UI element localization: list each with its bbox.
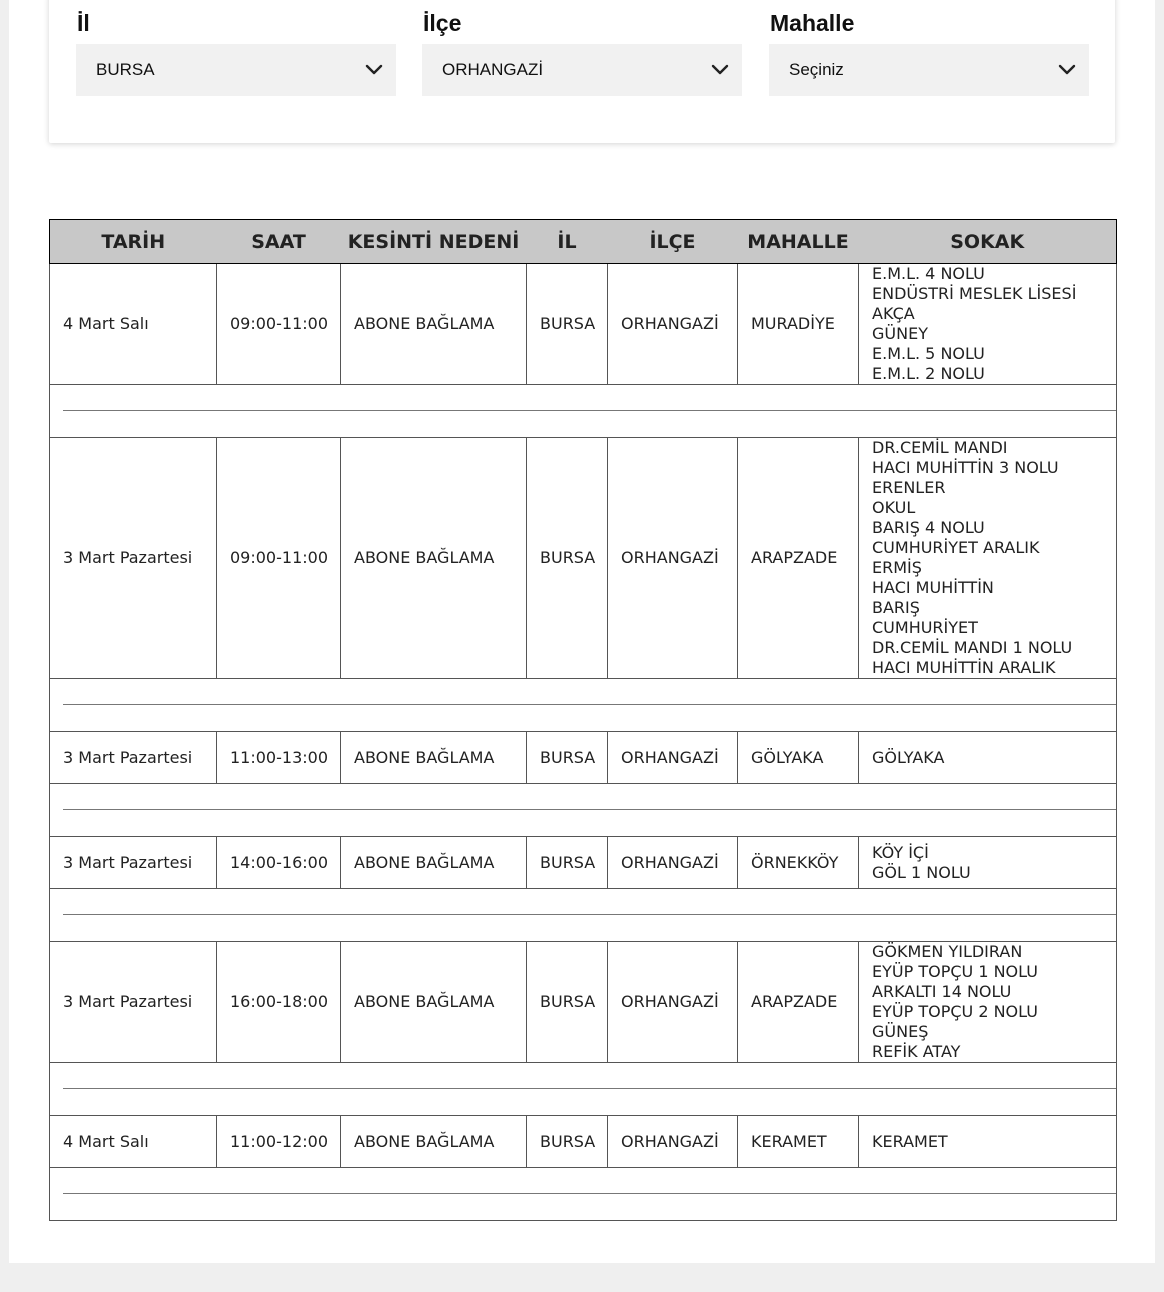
street-name: ERMİŞ [872,558,922,577]
street-name: BARIŞ 4 NOLU [872,518,985,537]
cell-saat: 09:00-11:00 [217,438,341,679]
cell-neden: ABONE BAĞLAMA [341,438,527,679]
separator-cell [50,385,1117,438]
cell-tarih: 3 Mart Pazartesi [50,732,217,784]
separator-line [63,1088,1116,1089]
cell-ilce: ORHANGAZİ [608,264,738,385]
street-name: KERAMET [872,1131,948,1151]
header-ilce: İLÇE [608,220,738,264]
filter-ilce [422,0,742,96]
cell-il: BURSA [527,264,608,385]
mahalle-select-value: Seçiniz [789,60,844,79]
cell-saat: 16:00-18:00 [217,942,341,1063]
row-separator [50,679,1117,732]
cell-ilce: ORHANGAZİ [608,732,738,784]
cell-tarih: 4 Mart Salı [50,1116,217,1168]
chevron-down-icon [710,60,730,80]
street-name: GÖKMEN YILDIRAN [872,942,1023,961]
cell-ilce: ORHANGAZİ [608,438,738,679]
street-name: ENDÜSTRİ MESLEK LİSESİ [872,284,1077,303]
street-name: GÖL 1 NOLU [872,862,971,882]
cell-saat: 11:00-12:00 [217,1116,341,1168]
cell-tarih: 3 Mart Pazartesi [50,942,217,1063]
table-body [50,264,1117,1221]
cell-sokak [859,1116,1117,1168]
street-name: GÖLYAKA [872,747,945,767]
row-separator [50,889,1117,942]
table-row [50,264,1117,385]
street-name: OKUL [872,498,916,517]
street-name: HACI MUHİTTİN 3 NOLU [872,458,1059,477]
street-name: GÜNEŞ [872,1022,929,1041]
table-row [50,732,1117,784]
row-separator [50,1168,1117,1221]
separator-cell [50,784,1117,837]
street-name: HACI MUHİTTİN [872,578,994,597]
cell-mahalle: KERAMET [738,1116,859,1168]
cell-neden: ABONE BAĞLAMA [341,1116,527,1168]
cell-saat: 11:00-13:00 [217,732,341,784]
row-separator [50,385,1117,438]
row-separator [50,1063,1117,1116]
cell-tarih: 3 Mart Pazartesi [50,438,217,679]
street-name: REFİK ATAY [872,1042,961,1061]
street-name: CUMHURİYET [872,618,978,637]
cell-il: BURSA [527,1116,608,1168]
street-name: E.M.L. 4 NOLU [872,264,985,283]
cell-mahalle: ÖRNEKKÖY [738,837,859,889]
ilce-label: İlçe [423,10,462,36]
cell-tarih: 3 Mart Pazartesi [50,837,217,889]
separator-cell [50,889,1117,942]
table-row [50,942,1117,1063]
street-name: GÜNEY [872,324,928,343]
separator-line [63,914,1116,915]
cell-saat: 14:00-16:00 [217,837,341,889]
cell-neden: ABONE BAĞLAMA [341,264,527,385]
table-row [50,1116,1117,1168]
street-name: DR.CEMİL MANDI [872,438,1008,457]
street-name: DR.CEMİL MANDI 1 NOLU [872,638,1073,657]
header-mahalle: MAHALLE [738,220,859,264]
cell-neden: ABONE BAĞLAMA [341,942,527,1063]
cell-sokak [859,837,1117,889]
cell-mahalle: ARAPZADE [738,438,859,679]
separator-cell [50,1063,1117,1116]
cell-il: BURSA [527,438,608,679]
chevron-down-icon [1057,60,1077,80]
separator-line [63,410,1116,411]
ilce-select[interactable] [422,44,742,96]
cell-mahalle: GÖLYAKA [738,732,859,784]
cell-il: BURSA [527,942,608,1063]
cell-mahalle: MURADİYE [738,264,859,385]
cell-ilce: ORHANGAZİ [608,942,738,1063]
cell-saat: 09:00-11:00 [217,264,341,385]
separator-cell [50,679,1117,732]
cell-il: BURSA [527,837,608,889]
cell-sokak [859,438,1117,679]
il-select[interactable] [76,44,396,96]
cell-sokak [859,942,1117,1063]
street-name: HACI MUHİTTİN ARALIK [872,658,1056,677]
cell-sokak [859,264,1117,385]
street-name: ARKALTI 14 NOLU [872,982,1012,1001]
separator-cell [50,1168,1117,1221]
ilce-select-value: ORHANGAZİ [442,60,544,79]
header-tarih: TARİH [50,220,217,264]
street-name: KÖY İÇİ [872,842,929,862]
cell-mahalle: ARAPZADE [738,942,859,1063]
street-name: AKÇA [872,304,915,323]
cell-neden: ABONE BAĞLAMA [341,732,527,784]
header-neden: KESİNTİ NEDENİ [341,220,527,264]
page-container [9,0,1155,1263]
header-saat: SAAT [217,220,341,264]
separator-line [63,1193,1116,1194]
filter-il [76,0,396,96]
il-label: İl [77,10,90,36]
cell-ilce: ORHANGAZİ [608,1116,738,1168]
separator-line [63,809,1116,810]
filter-panel [49,0,1115,143]
chevron-down-icon [364,60,384,80]
cell-tarih: 4 Mart Salı [50,264,217,385]
cell-il: BURSA [527,732,608,784]
street-name: E.M.L. 2 NOLU [872,364,985,383]
il-select-value: BURSA [96,60,155,79]
separator-line [63,704,1116,705]
street-name: BARIŞ [872,598,920,617]
filter-mahalle [769,0,1089,96]
street-name: EYÜP TOPÇU 2 NOLU [872,1002,1038,1021]
street-name: E.M.L. 5 NOLU [872,344,985,363]
table-row [50,438,1117,679]
table-header-row [50,220,1117,264]
street-name: EYÜP TOPÇU 1 NOLU [872,962,1038,981]
cell-ilce: ORHANGAZİ [608,837,738,889]
cell-neden: ABONE BAĞLAMA [341,837,527,889]
outage-table [49,219,1117,1221]
row-separator [50,784,1117,837]
header-sokak: SOKAK [859,220,1117,264]
table-row [50,837,1117,889]
street-name: CUMHURİYET ARALIK [872,538,1040,557]
cell-sokak [859,732,1117,784]
mahalle-select[interactable] [769,44,1089,96]
street-name: ERENLER [872,478,946,497]
mahalle-label: Mahalle [770,10,855,36]
header-il: İL [527,220,608,264]
